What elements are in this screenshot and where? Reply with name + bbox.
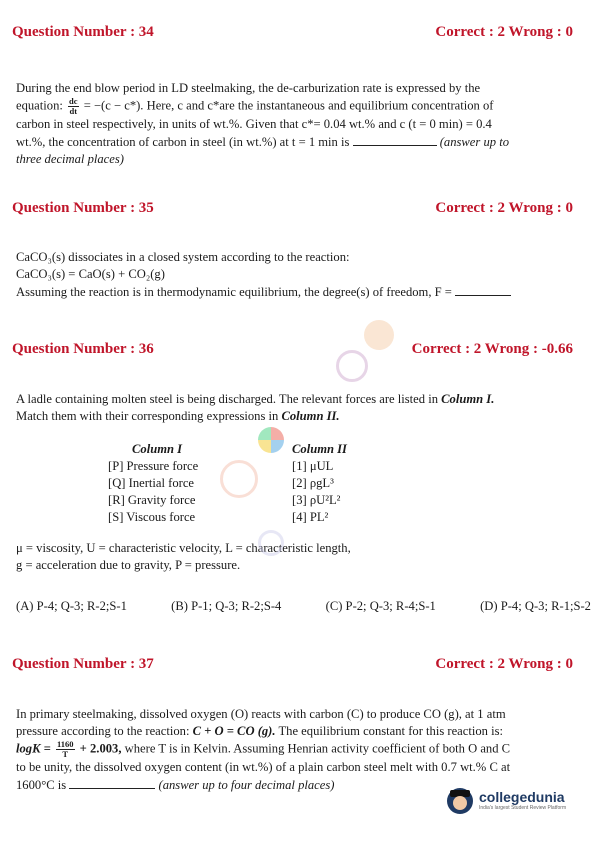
question-34-text: During the end blow period in LD steelmaking, the de-carburization rate is expressed by the equation: $\frac{dc}{dt}$ = −(c − c*). Here, c and c*are the instantaneous and equilibrium concentration of carbon in steel respectively, in units of wt.%. Given that c*= 0.04 wt.% and c (t = 0 min) = 0.4 wt.%, the concentration of carbon in steel (in wt.%) at t = 1 min is (answer up to three decimal places) xyxy=(16,81,509,166)
column-two-item: [1] μUL xyxy=(292,459,334,473)
option-a[interactable]: (A) P-4; Q-3; R-2;S-1 xyxy=(16,599,127,613)
column-two-item: [2] ρgL³ xyxy=(292,476,334,490)
option-c[interactable]: (C) P-2; Q-3; R-4;S-1 xyxy=(325,599,436,613)
watermark-logo-icon xyxy=(258,427,284,453)
question-36-options xyxy=(16,599,591,614)
answer-blank[interactable] xyxy=(353,133,437,146)
column-two-header: Column II xyxy=(292,442,347,456)
option-b[interactable]: (B) P-1; Q-3; R-2;S-4 xyxy=(171,599,282,613)
column-two-item: [4] PL² xyxy=(292,510,329,524)
question-37-title: Question Number : 37 xyxy=(12,656,154,672)
question-35-text: CaCO₃(s) dissociates in a closed system according to the reaction: CaCO₃(s) = CaO(s) + CO₂(g) Assuming the reaction is in thermodynamic equilibrium, the degree(s) of freedom, F = xyxy=(16,249,582,301)
column-one-item: [R] Gravity force xyxy=(108,493,196,507)
column-one-item: [S] Viscous force xyxy=(108,510,196,524)
question-36-header xyxy=(12,341,573,358)
question-34-header xyxy=(12,24,573,41)
question-36-definitions: μ = viscosity, U = characteristic velocity, L = characteristic length, g = acceleration due to gravity, P = pressure. xyxy=(16,541,351,572)
watermark-seal-icon xyxy=(220,460,258,498)
watermark-ring-icon xyxy=(258,530,284,556)
question-35-header xyxy=(12,200,573,217)
question-34-score: Correct : 2 Wrong : 0 xyxy=(435,24,573,40)
collegedunia-logo xyxy=(447,788,566,814)
question-35-title: Question Number : 35 xyxy=(12,200,154,216)
question-35-score: Correct : 2 Wrong : 0 xyxy=(435,200,573,216)
column-two-item: [3] ρU²L² xyxy=(292,493,341,507)
question-37-header xyxy=(12,656,573,673)
log-k-fraction: $\frac{1160}{T}$ xyxy=(56,739,74,759)
column-one-item: [P] Pressure force xyxy=(108,459,199,473)
column-one xyxy=(108,441,198,526)
question-36-score: Correct : 2 Wrong : -0.66 xyxy=(411,341,573,357)
watermark-icon xyxy=(364,320,394,350)
column-two xyxy=(292,441,347,526)
logo-name: collegedunia xyxy=(479,789,565,805)
mascot-icon xyxy=(447,788,473,814)
answer-blank[interactable] xyxy=(455,283,511,296)
watermark-gear-icon xyxy=(336,350,368,382)
question-37-score: Correct : 2 Wrong : 0 xyxy=(435,656,573,672)
question-37-text: In primary steelmaking, dissolved oxygen (O) reacts with carbon (C) to produce CO (g), at 1 atm pressure according to the reaction: C + O = CO (g). The equilibrium constant for this reaction is: logK = $\frac{1160}{T}$ + 2.003, where T is in Kelvin. Assuming Henrian activity coefficient of both O and C to be unity, the dissolved oxygen content (in wt.%) of a plain carbon steel melt with 0.7 wt.% C at 1600°C is (answer up to four decimal places) xyxy=(16,707,511,792)
answer-blank[interactable] xyxy=(69,776,155,789)
column-one-header: Column I xyxy=(132,442,183,456)
option-d[interactable]: (D) P-4; Q-3; R-1;S-2 xyxy=(480,599,591,613)
column-one-item: [Q] Inertial force xyxy=(108,476,195,490)
question-36-title: Question Number : 36 xyxy=(12,341,154,357)
dc-dt-fraction: $\frac{dc}{dt}$ xyxy=(69,96,78,116)
logo-tagline: India's largest Student Review Platform xyxy=(479,805,567,811)
question-34-title: Question Number : 34 xyxy=(12,24,154,40)
question-36-text: A ladle containing molten steel is being discharged. The relevant forces are listed in Column I. Match them with their corresponding expressions in Column II. xyxy=(16,392,495,423)
